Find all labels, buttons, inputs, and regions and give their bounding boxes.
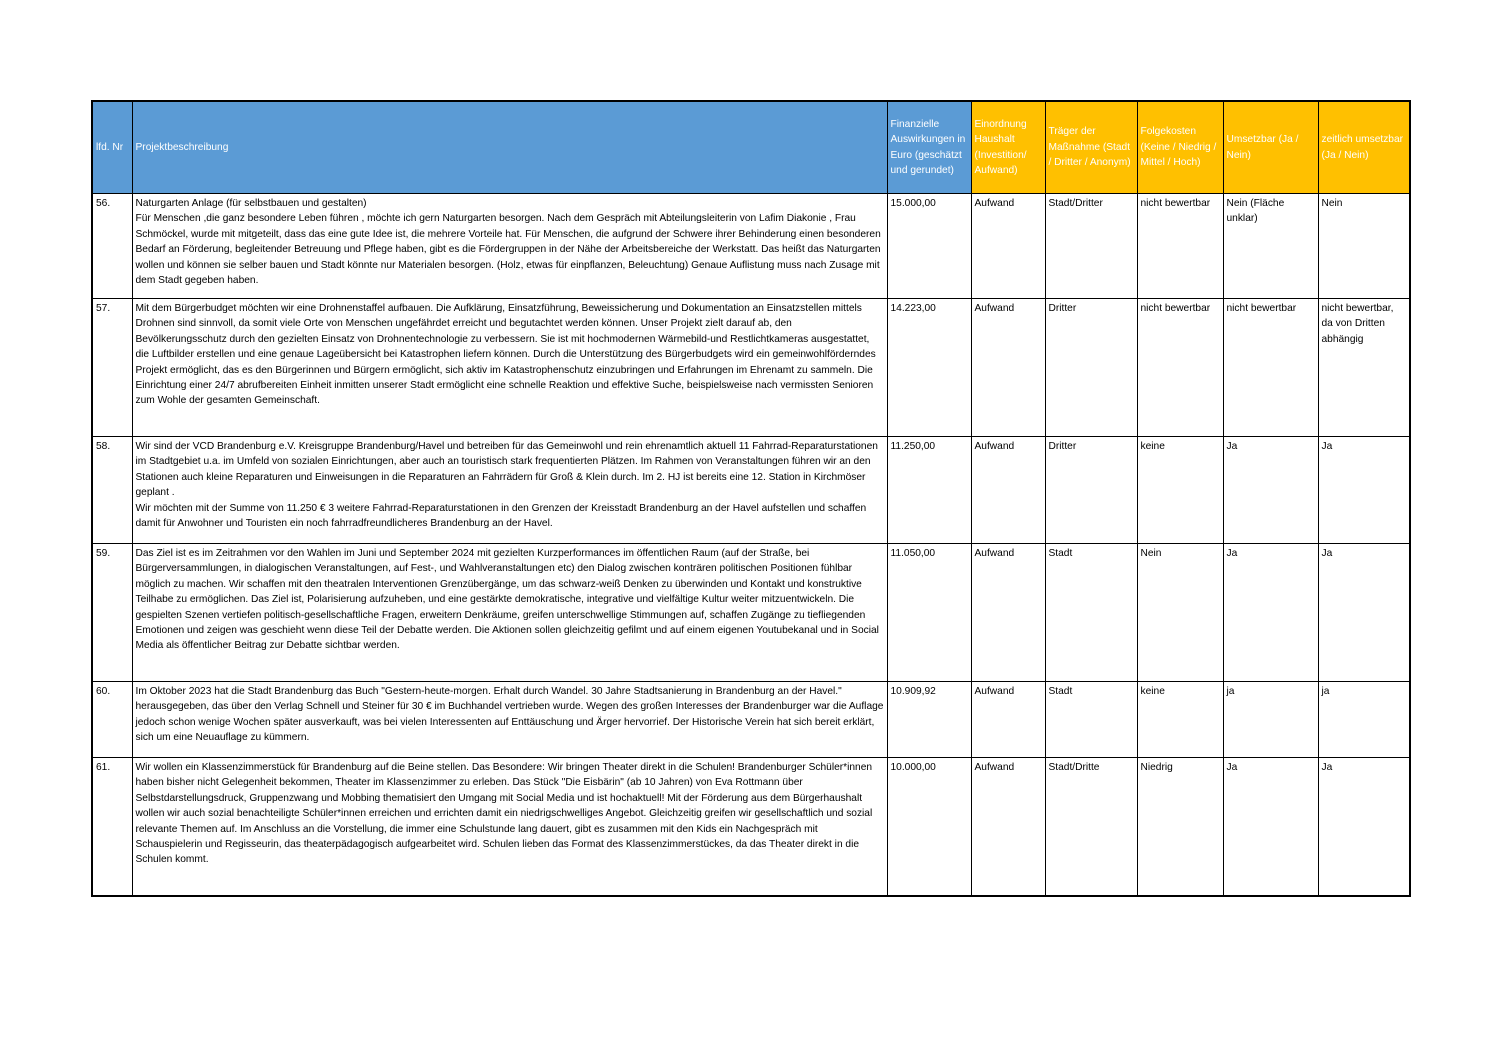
cell-timely: Ja	[1318, 544, 1410, 682]
header-feasible: Umsetzbar (Ja / Nein)	[1223, 101, 1318, 194]
table-row	[92, 299, 1410, 437]
cell-timely: Ja	[1318, 758, 1410, 897]
project-table	[91, 100, 1411, 897]
cell-timely: Ja	[1318, 437, 1410, 544]
cell-description: Das Ziel ist es im Zeitrahmen vor den Wahlen im Juni und September 2024 mit gezielten Kurzperformances im öffentlichen Raum (auf der Straße, bei Bürgerversammlungen, in dialogischen Veranstaltungen, auf Fest-, und Wahlveranstaltungen etc) den Dialog zwischen konträren politischen Positionen fühlbar möglich zu machen. Wir schaffen mit den theatralen Interventionen Grenzübergänge, um das schwarz-weiß Denken zu überwinden und Kontakt und konstruktive Teilhabe zu ermöglichen. Das Ziel ist, Polarisierung aufzuheben, und eine gestärkte demokratische, integrative und vielfältige Kultur weiter mitzuentwickeln. Die gespielten Szenen vertiefen politisch-gesellschaftliche Fragen, erweitern Denkräume, greifen unterschwellige Stimmungen auf, schaffen Zugänge zu tiefliegenden Emotionen und zeigen was geschieht wenn diese Teil der Debatte werden. Die Aktionen sollen gleichzeitig gefilmt und auf einem eigenen Youtubekanal und in Social Media als öffentlicher Beitrag zur Debatte sichtbar werden.	[132, 544, 887, 682]
table-row	[92, 194, 1410, 299]
cell-cost: 10.909,92	[887, 682, 971, 758]
cell-classification: Aufwand	[971, 437, 1045, 544]
cell-carrier: Dritter	[1045, 437, 1137, 544]
cell-feasible: Nein (Fläche unklar)	[1223, 194, 1318, 299]
header-description: Projektbeschreibung	[132, 101, 887, 194]
table-row	[92, 544, 1410, 682]
cell-followup: nicht bewertbar	[1137, 194, 1223, 299]
cell-cost: 14.223,00	[887, 299, 971, 437]
cell-nr: 57.	[92, 299, 132, 437]
cell-followup: keine	[1137, 437, 1223, 544]
cell-classification: Aufwand	[971, 544, 1045, 682]
table-row	[92, 682, 1410, 758]
cell-feasible: ja	[1223, 682, 1318, 758]
header-nr: lfd. Nr	[92, 101, 132, 194]
cell-followup: Nein	[1137, 544, 1223, 682]
cell-timely: Nein	[1318, 194, 1410, 299]
header-timely-feasible: zeitlich umsetzbar (Ja / Nein)	[1318, 101, 1410, 194]
cell-feasible: Ja	[1223, 437, 1318, 544]
cell-timely: nicht bewertbar, da von Dritten abhängig	[1318, 299, 1410, 437]
cell-feasible: Ja	[1223, 758, 1318, 897]
cell-cost: 11.250,00	[887, 437, 971, 544]
cell-cost: 10.000,00	[887, 758, 971, 897]
cell-carrier: Dritter	[1045, 299, 1137, 437]
cell-timely: ja	[1318, 682, 1410, 758]
cell-description: Im Oktober 2023 hat die Stadt Brandenburg das Buch "Gestern-heute-morgen. Erhalt durch Wandel. 30 Jahre Stadtsanierung in Brandenburg an der Havel." herausgegeben, das über den Verlag Schnell und Steiner für 30 € im Buchhandel vertrieben wurde. Wegen des großen Interesses der Brandenburger war die Auflage jedoch schon wenige Wochen später ausverkauft, was bei vielen Interessenten auf Enttäuschung und Ärger hervorrief. Der Historische Verein hat sich bereit erklärt, sich um eine Neuauflage zu kümmern.	[132, 682, 887, 758]
cell-carrier: Stadt	[1045, 544, 1137, 682]
header-carrier: Träger der Maßnahme (Stadt / Dritter / Anonym)	[1045, 101, 1137, 194]
cell-description: Naturgarten Anlage (für selbstbauen und gestalten) Für Menschen ,die ganz besondere Leben führen , möchte ich gern Naturgarten besorgen. Nach dem Gespräch mit Abteilungsleiterin von Lafim Diakonie , Frau Schmöckel, wurde mit mitgeteilt, dass das eine gute Idee ist, die mehrere Vorteile hat. Für Menschen, die aufgrund der Schwere ihrer Behinderung einen besonderen Bedarf an Förderung, begleitender Betreuung und Pflege haben, gibt es die Fördergruppen in der Nähe der Arbeitsbereiche der Werkstatt. Das heißt das Naturgarten wollen und können sie selber bauen und Stadt könnte nur Materialen besorgen. (Holz, etwas für einpflanzen, Beleuchtung) Genaue Auflistung muss nach Zusage mit dem Stadt gegeben haben.	[132, 194, 887, 299]
cell-nr: 61.	[92, 758, 132, 897]
cell-nr: 60.	[92, 682, 132, 758]
cell-classification: Aufwand	[971, 194, 1045, 299]
cell-nr: 58.	[92, 437, 132, 544]
cell-followup: Niedrig	[1137, 758, 1223, 897]
cell-carrier: Stadt/Dritter	[1045, 194, 1137, 299]
cell-classification: Aufwand	[971, 299, 1045, 437]
cell-description: Wir sind der VCD Brandenburg e.V. Kreisgruppe Brandenburg/Havel und betreiben für das Gemeinwohl und rein ehrenamtlich aktuell 11 Fahrrad-Reparaturstationen im Stadtgebiet u.a. im Umfeld von sozialen Einrichtungen, aber auch an touristisch stark frequentierten Plätzen. Im Rahmen von Veranstaltungen führen wir an den Stationen auch kleine Reparaturen und Einweisungen in die Reparaturen an Fahrrädern für Groß & Klein durch. Im 2. HJ ist bereits eine 12. Station in Kirchmöser geplant . Wir möchten mit der Summe von 11.250 € 3 weitere Fahrrad-Reparaturstationen in den Grenzen der Kreisstadt Brandenburg an der Havel aufstellen und schaffen damit für Anwohner und Touristen ein noch fahrradfreundlicheres Brandenburg an der Havel.	[132, 437, 887, 544]
cell-carrier: Stadt	[1045, 682, 1137, 758]
header-classification: Einordnung Haushalt (Investition/ Aufwand)	[971, 101, 1045, 194]
table-header-row	[92, 101, 1410, 194]
cell-feasible: nicht bewertbar	[1223, 299, 1318, 437]
cell-carrier: Stadt/Dritte	[1045, 758, 1137, 897]
cell-nr: 56.	[92, 194, 132, 299]
cell-followup: keine	[1137, 682, 1223, 758]
table-row	[92, 437, 1410, 544]
cell-followup: nicht bewertbar	[1137, 299, 1223, 437]
cell-description: Wir wollen ein Klassenzimmerstück für Brandenburg auf die Beine stellen. Das Besondere: Wir bringen Theater direkt in die Schulen! Brandenburger Schüler*innen haben bisher nicht Gelegenheit bekommen, Theater im Klassenzimmer zu erleben. Das Stück "Die Eisbärin" (ab 10 Jahren) von Eva Rottmann über Selbstdarstellungsdruck, Gruppenzwang und Mobbing thematisiert den Umgang mit Social Media und ist hochaktuell! Mit der Förderung aus dem Bürgerhaushalt wollen wir auch sozial benachteiligte Schüler*innen erreichen und errichten damit ein niedrigschwelliges Angebot. Gleichzeitig greifen wir gesellschaftlich und sozial relevante Themen auf. Im Anschluss an die Vorstellung, die immer eine Schulstunde lang dauert, gibt es zusammen mit den Kids ein Nachgespräch mit Schauspielerin und Regisseurin, das theaterpädagogisch aufgearbeitet wird. Schulen lieben das Format des Klassenzimmerstückes, da das Theater direkt in die Schulen kommt.	[132, 758, 887, 897]
cell-cost: 15.000,00	[887, 194, 971, 299]
cell-feasible: Ja	[1223, 544, 1318, 682]
cell-classification: Aufwand	[971, 682, 1045, 758]
cell-nr: 59.	[92, 544, 132, 682]
cell-cost: 11.050,00	[887, 544, 971, 682]
table-row	[92, 758, 1410, 897]
header-cost: Finanzielle Auswirkungen in Euro (geschätzt und gerundet)	[887, 101, 971, 194]
cell-classification: Aufwand	[971, 758, 1045, 897]
header-followup-costs: Folgekosten (Keine / Niedrig / Mittel / Hoch)	[1137, 101, 1223, 194]
cell-description: Mit dem Bürgerbudget möchten wir eine Drohnenstaffel aufbauen. Die Aufklärung, Einsatzführung, Beweissicherung und Dokumentation an Einsatzstellen mittels Drohnen sind sinnvoll, da somit viele Orte von Menschen ungefährdet erreicht und begutachtet werden können. Unser Projekt zielt darauf ab, den Bevölkerungsschutz durch den gezielten Einsatz von Drohnentechnologie zu verbessern. Sie ist mit hochmodernen Wärmebild-und Restlichtkameras ausgestattet, die Luftbilder erstellen und eine genaue Lageübersicht bei Katastrophen liefern können. Durch die Unterstützung des Bürgerbudgets wird ein gemeinwohlförderndes Projekt ermöglicht, das es den Bürgerinnen und Bürgern ermöglicht, sich aktiv im Katastrophenschutz einzubringen und Erfahrungen im Ehrenamt zu sammeln. Die Einrichtung einer 24/7 abrufbereiten Einheit inmitten unserer Stadt ermöglicht eine schnelle Reaktion und effektive Suche, beispielsweise nach vermissten Senioren zum Wohle der gesamten Gemeinschaft.	[132, 299, 887, 437]
